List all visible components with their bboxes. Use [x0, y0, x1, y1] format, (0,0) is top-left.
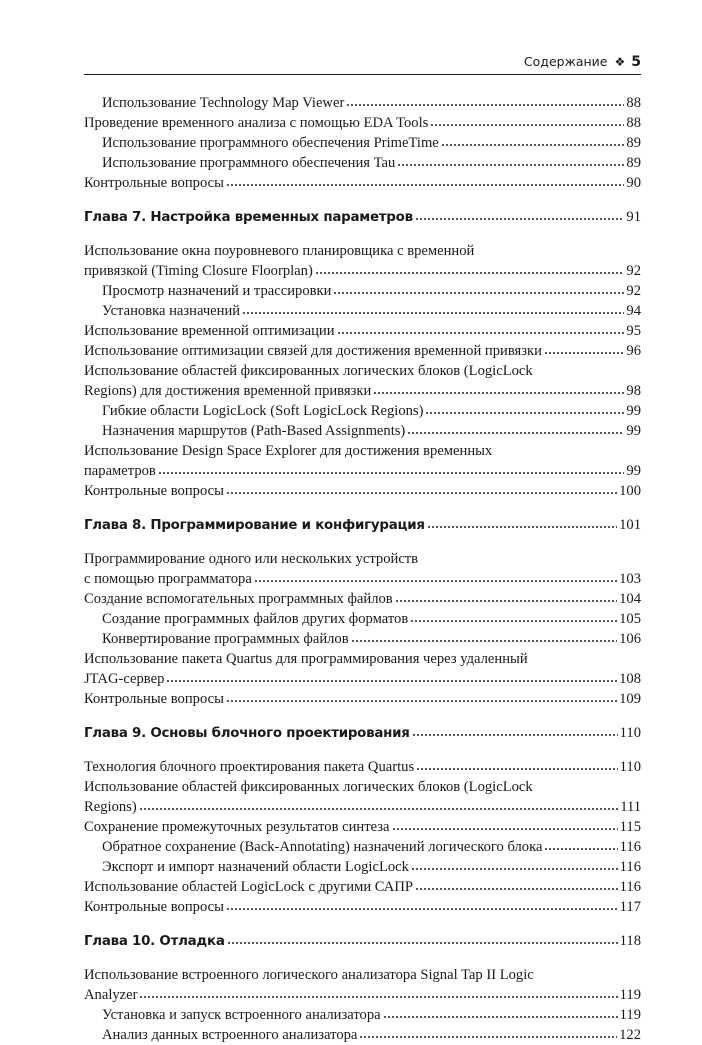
toc-leader-line: [84, 421, 641, 441]
toc-chapter: [84, 515, 641, 535]
toc-entry: [84, 281, 641, 301]
toc-entry-title: Программирование одного или нескольких устройств: [84, 551, 419, 567]
dot-leader: [383, 1015, 618, 1019]
toc-entry-title: Проведение временного анализа с помощью EDA Tools: [84, 115, 429, 131]
chapter-title: Глава 10. Отладка: [84, 934, 225, 949]
toc-leader-line: [84, 321, 641, 341]
dot-leader: [544, 847, 617, 851]
toc-page-number: 100: [619, 483, 641, 499]
dot-leader: [395, 599, 617, 603]
toc-page-number: 119: [619, 1007, 641, 1023]
toc-entry-title: Использование окна поуровневого планировщика с временной: [84, 243, 475, 259]
toc-entry-title: Использование программного обеспечения PrimeTime: [102, 135, 439, 151]
toc-page-number: 99: [626, 403, 641, 419]
toc-page-number: 101: [619, 517, 641, 533]
section-gap: [84, 193, 641, 207]
dot-leader: [315, 271, 625, 275]
toc-chapter: [84, 931, 641, 951]
toc-leader-line: [84, 817, 641, 837]
toc-entry-title: Использование встроенного логического анализатора Signal Tap II Logic: [84, 967, 534, 983]
section-gap: [84, 743, 641, 757]
toc-entry: [84, 401, 641, 421]
toc-leader-line: [84, 481, 641, 501]
toc-entry-title: Использование программного обеспечения Tau: [102, 155, 396, 171]
dot-leader: [158, 471, 625, 475]
toc-page-number: 103: [619, 571, 641, 587]
toc-entry: [84, 549, 641, 589]
dot-leader: [351, 639, 617, 643]
toc-entry: [84, 629, 641, 649]
toc-page-number: 117: [619, 899, 641, 915]
toc-entry-title: Сохранение промежуточных результатов синтеза: [84, 819, 390, 835]
toc-entry-title-continued: Regions): [84, 799, 137, 815]
toc-leader-line: [84, 113, 641, 133]
toc-entry-title: Конвертирование программных файлов: [102, 631, 349, 647]
toc-leader-line: [84, 281, 641, 301]
toc-entry: [84, 897, 641, 917]
toc-entry: [84, 301, 641, 321]
dot-leader: [139, 807, 618, 811]
toc-leader-line: [84, 341, 641, 361]
toc-leader-line: [84, 669, 641, 689]
toc-page-number: 92: [626, 283, 641, 299]
chapter-title: Глава 8. Программирование и конфигурация: [84, 518, 425, 533]
toc-entry-title: Использование областей фиксированных логических блоков (LogicLock: [84, 779, 533, 795]
toc-entry: [84, 441, 641, 481]
toc-entry-title: Экспорт и импорт назначений области LogicLock: [102, 859, 409, 875]
toc-entry: [84, 421, 641, 441]
toc-leader-line: [84, 381, 641, 401]
toc-entry-title: Назначения маршрутов (Path-Based Assignments): [102, 423, 406, 439]
toc-entry-title: Установка и запуск встроенного анализатора: [102, 1007, 381, 1023]
chapter-title: Глава 7. Настройка временных параметров: [84, 210, 413, 225]
toc-entry: [84, 877, 641, 897]
toc-chapter: [84, 207, 641, 227]
toc-page-number: 110: [619, 725, 641, 741]
dot-leader: [373, 391, 624, 395]
header-rule: [84, 74, 641, 75]
toc-entry: [84, 649, 641, 689]
toc-leader-line: [84, 877, 641, 897]
toc-entry-title-continued: с помощью программатора: [84, 571, 252, 587]
dot-leader: [333, 291, 624, 295]
section-gap: [84, 535, 641, 549]
dot-leader: [425, 411, 624, 415]
toc-entry-title: Использование областей LogicLock с другими САПР: [84, 879, 413, 895]
toc-entry-title-continued: параметров: [84, 463, 156, 479]
toc-page-number: 88: [626, 95, 641, 111]
dot-leader: [397, 163, 624, 167]
toc-page-number: 106: [619, 631, 641, 647]
toc-entry-title: Контрольные вопросы: [84, 899, 224, 915]
dot-leader: [411, 867, 618, 871]
toc-entry-title-continued: Regions) для достижения временной привязки: [84, 383, 372, 399]
toc-page-number: 99: [626, 423, 641, 439]
toc-page-number: 108: [619, 671, 641, 687]
toc-entry-title: Гибкие области LogicLock (Soft LogicLock Regions): [102, 403, 424, 419]
dot-leader: [227, 941, 618, 945]
toc-entry: [84, 965, 641, 1005]
toc-page-number: 88: [626, 115, 641, 131]
toc-leader-line: [84, 261, 641, 281]
toc-leader-line: [84, 1005, 641, 1025]
toc-entry-title: Обратное сохранение (Back-Annotating) назначений логического блока: [102, 839, 543, 855]
toc-entry: [84, 173, 641, 193]
toc-entry-title: Контрольные вопросы: [84, 691, 224, 707]
toc-page-number: 115: [619, 819, 641, 835]
toc-page-number: 118: [619, 933, 641, 949]
dot-leader: [410, 619, 617, 623]
section-gap: [84, 917, 641, 931]
toc-entry: [84, 609, 641, 629]
toc-page-number: 95: [626, 323, 641, 339]
toc-page-number: 94: [626, 303, 641, 319]
toc-leader-line: [84, 985, 641, 1005]
toc-entry: [84, 757, 641, 777]
toc-entry-title: Анализ данных встроенного анализатора: [102, 1027, 358, 1043]
toc-page-number: 89: [626, 135, 641, 151]
toc-entry-title: Технология блочного проектирования пакета Quartus: [84, 759, 415, 775]
dot-leader: [139, 995, 617, 999]
dot-leader: [430, 123, 624, 127]
toc-leader-line: [84, 897, 641, 917]
toc-page-number: 98: [626, 383, 641, 399]
toc-entry: [84, 153, 641, 173]
toc-chapter: [84, 723, 641, 743]
toc-leader-line: [84, 133, 641, 153]
dot-leader: [226, 183, 625, 187]
table-of-contents: [84, 93, 641, 1045]
dot-leader: [415, 887, 618, 891]
dot-leader: [226, 491, 617, 495]
toc-entry: [84, 777, 641, 817]
toc-leader-line: [84, 931, 641, 951]
toc-entry-title: Контрольные вопросы: [84, 483, 224, 499]
toc-entry: [84, 93, 641, 113]
toc-entry: [84, 361, 641, 401]
dot-leader: [254, 579, 617, 583]
toc-entry: [84, 113, 641, 133]
toc-leader-line: [84, 689, 641, 709]
dot-leader: [392, 827, 618, 831]
running-header: [84, 54, 641, 70]
toc-leader-line: [84, 723, 641, 743]
toc-entry-title: Создание программных файлов других форматов: [102, 611, 409, 627]
toc-leader-line: [84, 461, 641, 481]
toc-entry: [84, 133, 641, 153]
toc-entry-title: Использование Technology Map Viewer: [102, 95, 345, 111]
toc-entry-title: Использование Design Space Explorer для достижения временных: [84, 443, 493, 459]
toc-leader-line: [84, 401, 641, 421]
toc-page-number: 116: [619, 879, 641, 895]
toc-leader-line: [84, 301, 641, 321]
toc-entry-title: Использование временной оптимизации: [84, 323, 335, 339]
toc-entry: [84, 817, 641, 837]
toc-page-number: 105: [619, 611, 641, 627]
dot-leader: [359, 1035, 617, 1039]
toc-leader-line: [84, 797, 641, 817]
toc-leader-line: [84, 207, 641, 227]
toc-page-number: 104: [619, 591, 641, 607]
dot-leader: [544, 351, 624, 355]
toc-page-number: 99: [626, 463, 641, 479]
toc-page-number: 96: [626, 343, 641, 359]
toc-leader-line: [84, 757, 641, 777]
dot-leader: [226, 699, 617, 703]
toc-entry: [84, 241, 641, 281]
dot-leader: [412, 733, 618, 737]
toc-page-number: 116: [619, 859, 641, 875]
dot-leader: [427, 525, 617, 529]
toc-leader-line: [84, 173, 641, 193]
toc-leader-line: [84, 857, 641, 877]
toc-page-number: 91: [626, 209, 641, 225]
toc-entry: [84, 321, 641, 341]
section-gap: [84, 227, 641, 241]
toc-page-number: 116: [619, 839, 641, 855]
toc-leader-line: [84, 153, 641, 173]
dot-leader: [407, 431, 624, 435]
toc-entry-title: Создание вспомогательных программных файлов: [84, 591, 393, 607]
chapter-title: Глава 9. Основы блочного проектирования: [84, 726, 410, 741]
toc-page-number: 109: [619, 691, 641, 707]
toc-leader-line: [84, 609, 641, 629]
toc-leader-line: [84, 515, 641, 535]
toc-entry-title-continued: JTAG-сервер: [84, 671, 165, 687]
dot-leader: [337, 331, 625, 335]
toc-leader-line: [84, 93, 641, 113]
section-gap: [84, 951, 641, 965]
toc-leader-line: [84, 589, 641, 609]
dot-leader: [226, 907, 618, 911]
toc-entry: [84, 481, 641, 501]
toc-page-number: 89: [626, 155, 641, 171]
toc-entry-title-continued: привязкой (Timing Closure Floorplan): [84, 263, 313, 279]
toc-page-number: 111: [620, 799, 641, 815]
page-number: 5: [631, 54, 641, 70]
toc-entry-title: Установка назначений: [102, 303, 241, 319]
dot-leader: [441, 143, 625, 147]
toc-page-number: 90: [626, 175, 641, 191]
dot-leader: [242, 311, 624, 315]
toc-leader-line: [84, 837, 641, 857]
toc-entry: [84, 1025, 641, 1045]
toc-entry: [84, 1005, 641, 1025]
toc-entry-title: Использование пакета Quartus для программирования через удаленный: [84, 651, 528, 667]
toc-leader-line: [84, 569, 641, 589]
toc-leader-line: [84, 1025, 641, 1045]
dot-leader: [166, 679, 617, 683]
toc-page-number: 92: [626, 263, 641, 279]
section-title: Содержание: [523, 54, 608, 69]
toc-entry-title: Контрольные вопросы: [84, 175, 224, 191]
dot-leader: [415, 217, 625, 221]
toc-entry: [84, 589, 641, 609]
toc-page-number: 122: [619, 1027, 641, 1043]
toc-entry-title: Использование оптимизации связей для достижения временной привязки: [84, 343, 542, 359]
toc-entry-title: Использование областей фиксированных логических блоков (LogicLock: [84, 363, 533, 379]
toc-entry: [84, 857, 641, 877]
toc-page-number: 110: [619, 759, 641, 775]
toc-entry: [84, 689, 641, 709]
toc-entry-title-continued: Analyzer: [84, 987, 138, 1003]
toc-leader-line: [84, 629, 641, 649]
section-gap: [84, 709, 641, 723]
dot-leader: [346, 103, 624, 107]
toc-entry: [84, 341, 641, 361]
toc-page-number: 119: [619, 987, 641, 1003]
dot-leader: [416, 767, 618, 771]
toc-entry: [84, 837, 641, 857]
toc-entry-title: Просмотр назначений и трассировки: [102, 283, 332, 299]
diamond-icon: ❖: [614, 55, 626, 69]
section-gap: [84, 501, 641, 515]
